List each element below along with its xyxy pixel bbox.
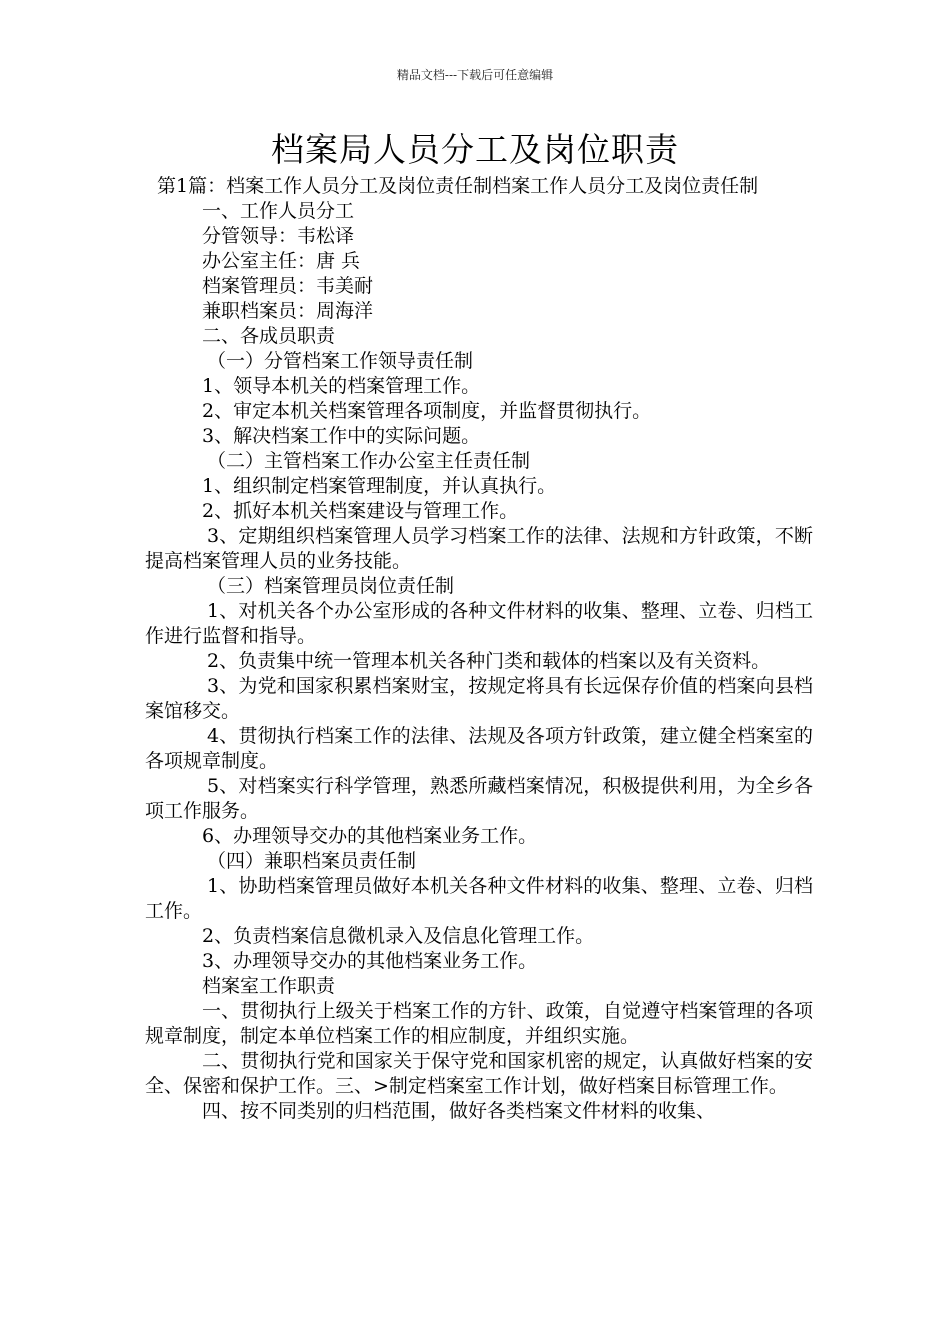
document-paragraph: 3、为党和国家积累档案财宝，按规定将具有长远保存价值的档案向县档案馆移交。 xyxy=(145,675,813,722)
document-paragraph: 5、对档案实行科学管理，熟悉所藏档案情况，积极提供利用，为全乡各项工作服务。 xyxy=(145,775,813,822)
document-paragraph: 1、协助档案管理员做好本机关各种文件材料的收集、整理、立卷、归档工作。 xyxy=(145,875,813,922)
document-paragraph: 6、办理领导交办的其他档案业务工作。 xyxy=(202,825,538,847)
document-paragraph: （一）分管档案工作领导责任制 xyxy=(207,350,474,372)
document-title: 档案局人员分工及岗位职责 xyxy=(271,130,679,169)
document-paragraph: （三）档案管理员岗位责任制 xyxy=(207,575,455,597)
document-paragraph: 3、解决档案工作中的实际问题。 xyxy=(202,425,481,447)
document-paragraph: 一、贯彻执行上级关于档案工作的方针、政策，自觉遵守档案管理的各项规章制度，制定本单位档案工作的相应制度，并组织实施。 xyxy=(145,1000,813,1047)
document-paragraph: 兼职档案员：周海洋 xyxy=(202,300,374,322)
document-body xyxy=(145,174,813,1124)
document-paragraph: 1、对机关各个办公室形成的各种文件材料的收集、整理、立卷、归档工作进行监督和指导。 xyxy=(145,600,813,647)
document-paragraph: 四、按不同类别的归档范围，做好各类档案文件材料的收集、 xyxy=(202,1100,716,1122)
document-paragraph: 1、领导本机关的档案管理工作。 xyxy=(202,375,481,397)
document-paragraph: 二、各成员职责 xyxy=(202,325,336,347)
document-paragraph: 第1篇：档案工作人员分工及岗位责任制档案工作人员分工及岗位责任制 xyxy=(157,175,759,197)
document-paragraph: 4、贯彻执行档案工作的法律、法规及各项方针政策，建立健全档案室的各项规章制度。 xyxy=(145,725,813,772)
document-paragraph: 2、负责集中统一管理本机关各种门类和载体的档案以及有关资料。 xyxy=(207,650,771,672)
document-paragraph: 档案管理员：韦美耐 xyxy=(202,275,374,297)
document-paragraph: 1、组织制定档案管理制度，并认真执行。 xyxy=(202,475,557,497)
document-paragraph: 一、工作人员分工 xyxy=(202,200,355,222)
document-paragraph: 3、定期组织档案管理人员学习档案工作的法律、法规和方针政策，不断提高档案管理人员的业务技能。 xyxy=(145,525,813,572)
document-paragraph: 3、办理领导交办的其他档案业务工作。 xyxy=(202,950,538,972)
document-paragraph: 分管领导：韦松译 xyxy=(202,225,355,247)
document-paragraph: 2、审定本机关档案管理各项制度，并监督贯彻执行。 xyxy=(202,400,652,422)
document-paragraph: （四）兼职档案员责任制 xyxy=(207,850,417,872)
document-paragraph: （二）主管档案工作办公室主任责任制 xyxy=(207,450,531,472)
document-paragraph: 档案室工作职责 xyxy=(202,975,336,997)
document-paragraph: 二、贯彻执行党和国家关于保守党和国家机密的规定，认真做好档案的安全、保密和保护工作。三、>制定档案室工作计划，做好档案目标管理工作。 xyxy=(145,1050,813,1097)
document-paragraph: 2、抓好本机关档案建设与管理工作。 xyxy=(202,500,519,522)
page-header-note: 精品文档---下载后可任意编辑 xyxy=(396,68,554,82)
document-paragraph: 办公室主任：唐 兵 xyxy=(202,250,361,272)
document-paragraph: 2、负责档案信息微机录入及信息化管理工作。 xyxy=(202,925,595,947)
